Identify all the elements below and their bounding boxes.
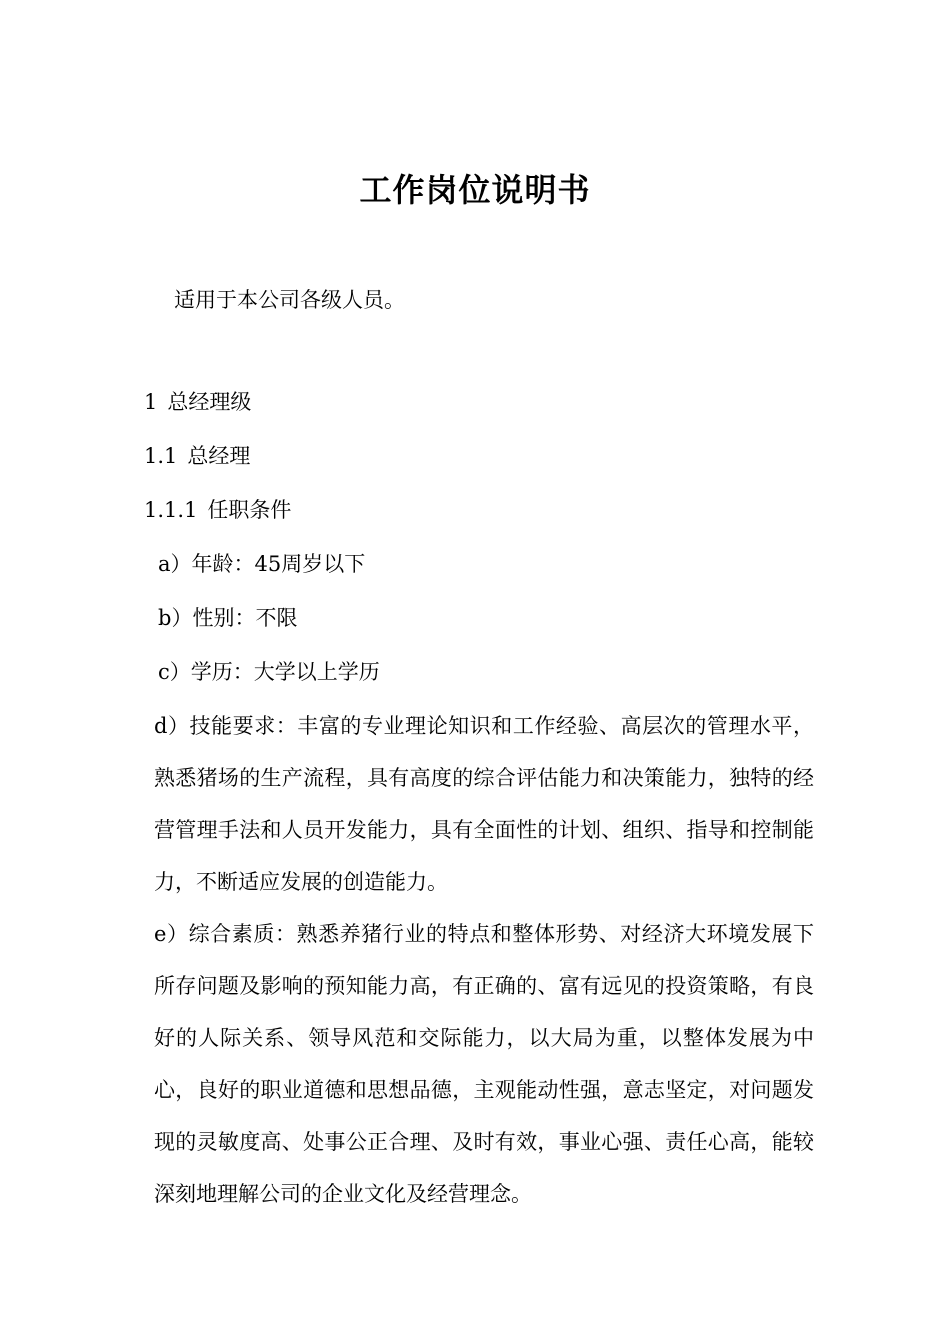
section-label: 任职条件 [207, 498, 292, 522]
item-age: a）年龄：45周岁以下 [158, 552, 366, 576]
page-title: 工作岗位说明书 [359, 171, 591, 209]
section-heading-1 [144, 386, 251, 418]
section-label: 总经理 [187, 444, 251, 468]
section-heading-1-1 [144, 440, 250, 472]
section-number: 1 [144, 390, 158, 414]
section-heading-1-1-1 [144, 494, 291, 526]
intro-text: 适用于本公司各级人员。 [174, 288, 405, 312]
section-label: 总经理级 [167, 390, 252, 414]
item-skills: d）技能要求：丰富的专业理论知识和工作经验、高层次的管理水平，熟悉猪场的生产流程，具有高度的综合评估能力和决策能力，独特的经营管理手法和人员开发能力，具有全面性的计划、组织、指导和控制能力，不断适应发展的创造能力。 [154, 714, 814, 894]
item-education: c）学历：大学以上学历 [158, 660, 380, 684]
section-number: 1.1 [144, 444, 178, 468]
section-number: 1.1.1 [144, 498, 198, 522]
item-gender: b）性别：不限 [158, 606, 298, 630]
item-qualities: e）综合素质：熟悉养猪行业的特点和整体形势、对经济大环境发展下所存问题及影响的预知能力高，有正确的、富有远见的投资策略，有良好的人际关系、领导风范和交际能力，以大局为重，以整体发展为中心，良好的职业道德和思想品德，主观能动性强，意志坚定，对问题发现的灵敏度高、处事公正合理、及时有效，事业心强、责任心高，能较深刻地理解公司的企业文化及经营理念。 [154, 922, 814, 1206]
